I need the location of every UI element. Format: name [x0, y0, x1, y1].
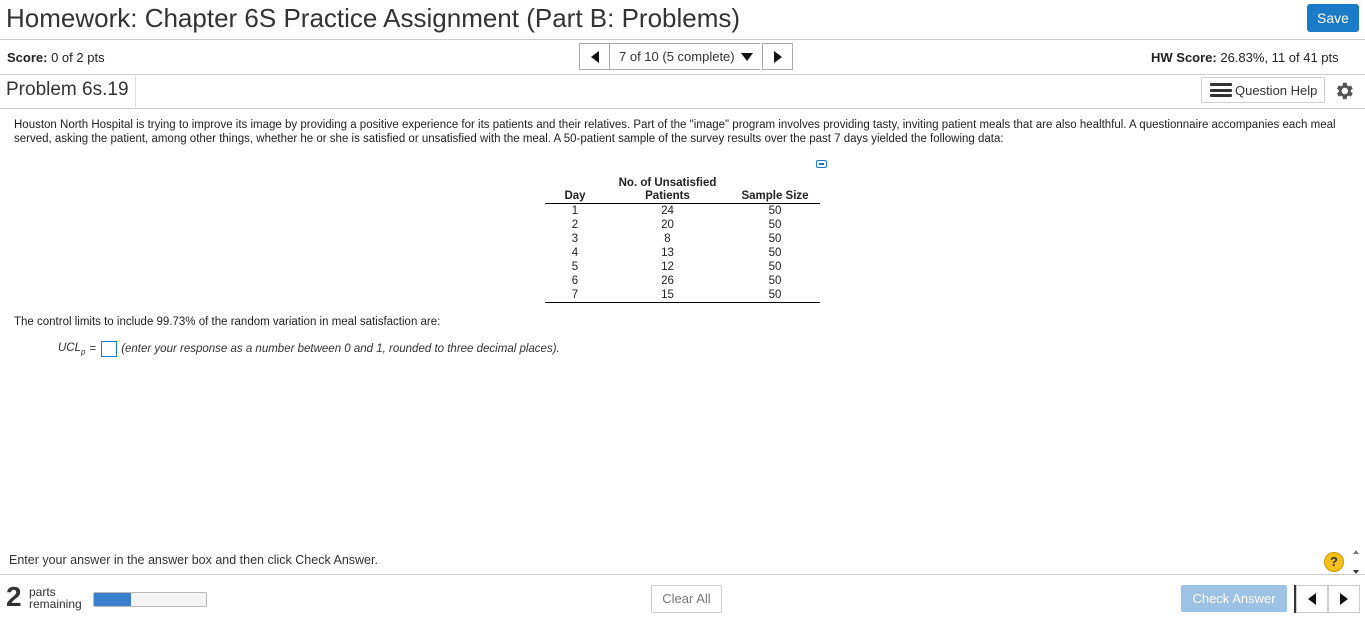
- unsatisfied-cell: 12: [661, 260, 674, 273]
- part-navigator: [1294, 585, 1360, 613]
- question-help-label: Question Help: [1235, 82, 1318, 98]
- question-position: 7 of 10 (5 complete): [619, 49, 735, 64]
- day-cell: 7: [545, 288, 605, 303]
- ucl-answer-row: [58, 341, 560, 357]
- scroll-buttons[interactable]: [1351, 550, 1361, 574]
- progress-bar: [93, 592, 207, 607]
- parts-remaining-count: 2: [6, 581, 22, 612]
- hw-score: [1151, 50, 1339, 65]
- day-cell: 4: [571, 246, 579, 259]
- unsatisfied-cell: 20: [661, 218, 674, 231]
- ucl-hint: (enter your response as a number between 0 and 1, rounded to three decimal places).: [121, 343, 560, 355]
- score-divider: [0, 74, 1365, 75]
- question-help-button[interactable]: [1201, 77, 1325, 103]
- previous-question-button[interactable]: [579, 43, 610, 70]
- table-row: [545, 246, 820, 260]
- chevron-left-icon: [591, 51, 599, 63]
- chevron-right-icon: [1340, 593, 1348, 605]
- score-value: 0 of 2 pts: [51, 50, 105, 65]
- chevron-left-icon: [1308, 593, 1316, 605]
- page-title: Homework: Chapter 6S Practice Assignment (Part B: Problems): [6, 3, 741, 33]
- table-row: [545, 203, 820, 218]
- instruction-text: Enter your answer in the answer box and then click Check Answer.: [9, 553, 378, 567]
- unsatisfied-cell: 13: [661, 246, 674, 259]
- check-answer-button[interactable]: Check Answer: [1181, 585, 1287, 612]
- unsatisfied-cell: 8: [664, 232, 671, 245]
- sample-size-cell: 50: [768, 246, 782, 259]
- next-part-button[interactable]: [1328, 585, 1360, 613]
- parts-remaining-label: parts remaining: [29, 585, 82, 611]
- hw-score-label: HW Score:: [1151, 50, 1217, 65]
- column-header-day: Day: [545, 174, 605, 203]
- table-row: [545, 274, 820, 288]
- problem-title: Problem 6s.19: [0, 76, 136, 107]
- list-icon: [1210, 83, 1232, 97]
- hw-score-value: 26.83%, 11 of 41 pts: [1220, 50, 1339, 65]
- save-button[interactable]: Save: [1307, 4, 1359, 32]
- data-table: [545, 174, 820, 303]
- chevron-right-icon: [774, 51, 782, 63]
- sample-size-cell: 50: [768, 204, 782, 217]
- question-navigator: [579, 43, 793, 70]
- equals-sign: =: [89, 343, 97, 355]
- unsatisfied-cell: 15: [605, 288, 730, 303]
- header-divider: [0, 39, 1365, 40]
- help-icon[interactable]: ?: [1324, 552, 1344, 572]
- previous-part-button[interactable]: [1296, 585, 1328, 613]
- day-cell: 3: [571, 232, 579, 245]
- limits-prompt: The control limits to include 99.73% of the random variation in meal satisfaction are:: [14, 316, 441, 328]
- score: [7, 50, 105, 65]
- table-row: [545, 288, 820, 303]
- unsatisfied-cell: 26: [661, 274, 674, 287]
- problem-statement: Houston North Hospital is trying to improve its image by providing a positive experience for its patients and their relatives. Part of the "image" program involves providing tasty, inviting patient meals that are also healthful. A questionnaire accompanies each meal served, asking the patient, among other things, whether he or she is satisfied or unsatisfied with the meal. A 50-patient sample of the survey results over the past 7 days yielded the following data:: [14, 119, 1336, 145]
- chevron-down-icon: [741, 53, 753, 61]
- next-question-button[interactable]: [762, 43, 793, 70]
- scroll-up-icon[interactable]: [1353, 550, 1359, 554]
- score-label: Score:: [7, 50, 48, 65]
- progress-fill: [94, 593, 131, 606]
- day-cell: 2: [571, 218, 579, 231]
- day-cell: 5: [571, 260, 579, 273]
- column-header-unsatisfied: No. of Unsatisfied Patients: [605, 174, 730, 203]
- problem-divider: [0, 108, 1365, 109]
- sample-size-cell: 50: [768, 260, 782, 273]
- ucl-label: $UCL_p$: [58, 341, 86, 357]
- sample-size-cell: 50: [768, 274, 782, 287]
- sample-size-cell: 50: [730, 288, 820, 303]
- question-select[interactable]: [610, 43, 760, 70]
- column-header-sample-size: Sample Size: [730, 174, 820, 203]
- clear-all-button[interactable]: Clear All: [651, 585, 722, 613]
- sample-size-cell: 50: [768, 218, 782, 231]
- day-cell: 6: [571, 274, 579, 287]
- footer-divider: [0, 574, 1365, 575]
- unsatisfied-cell: 24: [661, 204, 674, 217]
- gear-icon[interactable]: [1333, 80, 1355, 102]
- day-cell: 1: [571, 204, 579, 217]
- sample-size-cell: 50: [768, 232, 782, 245]
- table-copy-icon[interactable]: [816, 160, 827, 168]
- table-row: [545, 260, 820, 274]
- ucl-answer-input[interactable]: [101, 341, 117, 357]
- table-row: [545, 218, 820, 232]
- table-row: [545, 232, 820, 246]
